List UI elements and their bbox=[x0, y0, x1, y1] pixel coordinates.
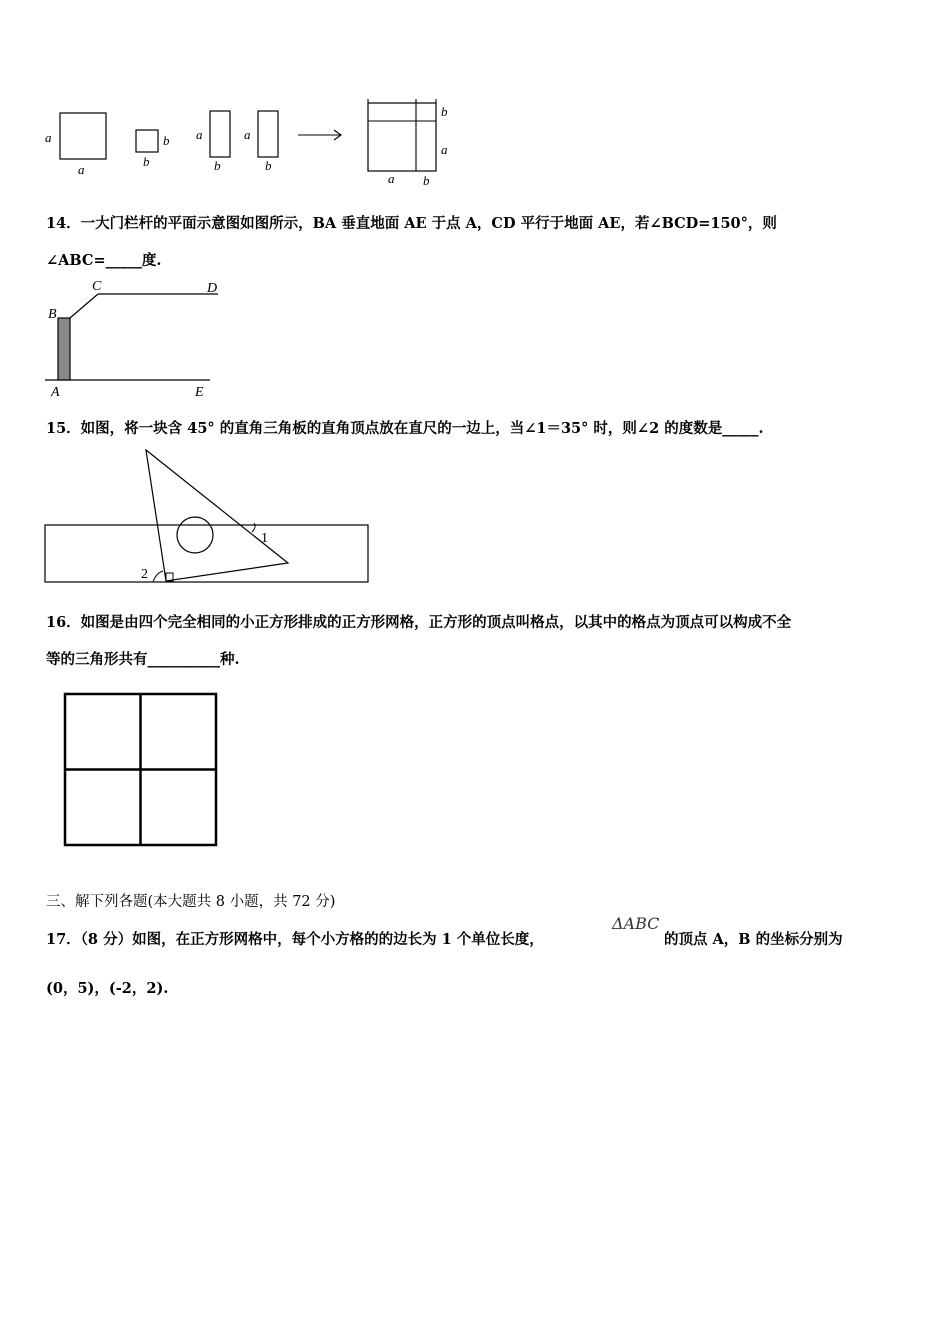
q17-line1-start: 17．（8 分）如图，在正方形网格中，每个小方格的的边长为 1 个单位长度， bbox=[46, 931, 544, 948]
label-angle2: 2 bbox=[141, 567, 148, 582]
label-big-b-right: b bbox=[441, 104, 448, 119]
q17-math-abc: ΔABC bbox=[612, 914, 660, 933]
figure-q15 bbox=[40, 445, 380, 590]
label-b1: b bbox=[163, 133, 170, 148]
figure-q16-grid bbox=[60, 689, 225, 851]
square-b bbox=[136, 130, 158, 152]
label-a4: a bbox=[244, 127, 251, 142]
square-a bbox=[60, 113, 106, 159]
label-a1: a bbox=[45, 130, 52, 145]
figure-q13 bbox=[40, 95, 460, 190]
q15-question: 15．如图，将一块含 45° 的直角三角板的直角顶点放在直尺的一边上，当∠1＝35° 时，则∠2 的度数是 bbox=[46, 420, 723, 437]
figure-q14 bbox=[40, 276, 240, 401]
bar-BC bbox=[70, 294, 98, 318]
ruler bbox=[45, 525, 368, 582]
label-a3: a bbox=[196, 127, 203, 142]
triangle-hole bbox=[177, 517, 213, 553]
q15-end: . bbox=[758, 420, 764, 437]
q16-line1: 16．如图是由四个完全相同的小正方形排成的正方形网格，正方形的顶点叫格点，以其中的格点为顶点可以构成不全 bbox=[46, 614, 792, 631]
q15-blank: _____ bbox=[722, 420, 759, 437]
triangle-board bbox=[146, 450, 288, 581]
label-big-a-right: a bbox=[441, 142, 448, 157]
q16-blank: __________ bbox=[147, 651, 220, 668]
section3-title: 三、解下列各题(本大题共 8 小题，共 72 分) bbox=[46, 894, 336, 910]
q17-line1-end: 的顶点 A，B 的坐标分别为 bbox=[664, 931, 843, 948]
label-D: D bbox=[207, 281, 218, 296]
q14-line2 bbox=[46, 249, 161, 270]
rect-ab-2 bbox=[258, 111, 278, 157]
label-angle1: 1 bbox=[261, 531, 268, 546]
big-square bbox=[368, 103, 436, 171]
label-b3: b bbox=[214, 158, 221, 173]
label-big-a-bottom: a bbox=[388, 171, 395, 186]
label-a2: a bbox=[78, 162, 85, 177]
label-b2: b bbox=[143, 154, 150, 169]
q14-blank: _____ bbox=[105, 252, 142, 269]
label-E: E bbox=[195, 385, 204, 400]
q16-start: 等的三角形共有 bbox=[46, 651, 148, 668]
label-big-b-bottom: b bbox=[423, 173, 430, 188]
q14-angle-label: ∠ABC= bbox=[46, 252, 106, 269]
label-b4: b bbox=[265, 158, 272, 173]
q15-text bbox=[46, 417, 764, 438]
q17-line2: (0，5)，(-2，2). bbox=[46, 980, 169, 997]
q16-line2 bbox=[46, 648, 240, 669]
post-BA bbox=[58, 318, 70, 380]
label-B: B bbox=[48, 307, 57, 322]
label-A: A bbox=[51, 385, 60, 400]
q16-end: 种. bbox=[220, 651, 240, 668]
rect-ab-1 bbox=[210, 111, 230, 157]
q14-line1: 14．一大门栏杆的平面示意图如图所示，BA 垂直地面 AE 于点 A，CD 平行于地面 AE，若∠BCD=150°，则 bbox=[46, 215, 777, 232]
q14-end: 度. bbox=[141, 252, 162, 269]
label-C: C bbox=[92, 279, 102, 294]
